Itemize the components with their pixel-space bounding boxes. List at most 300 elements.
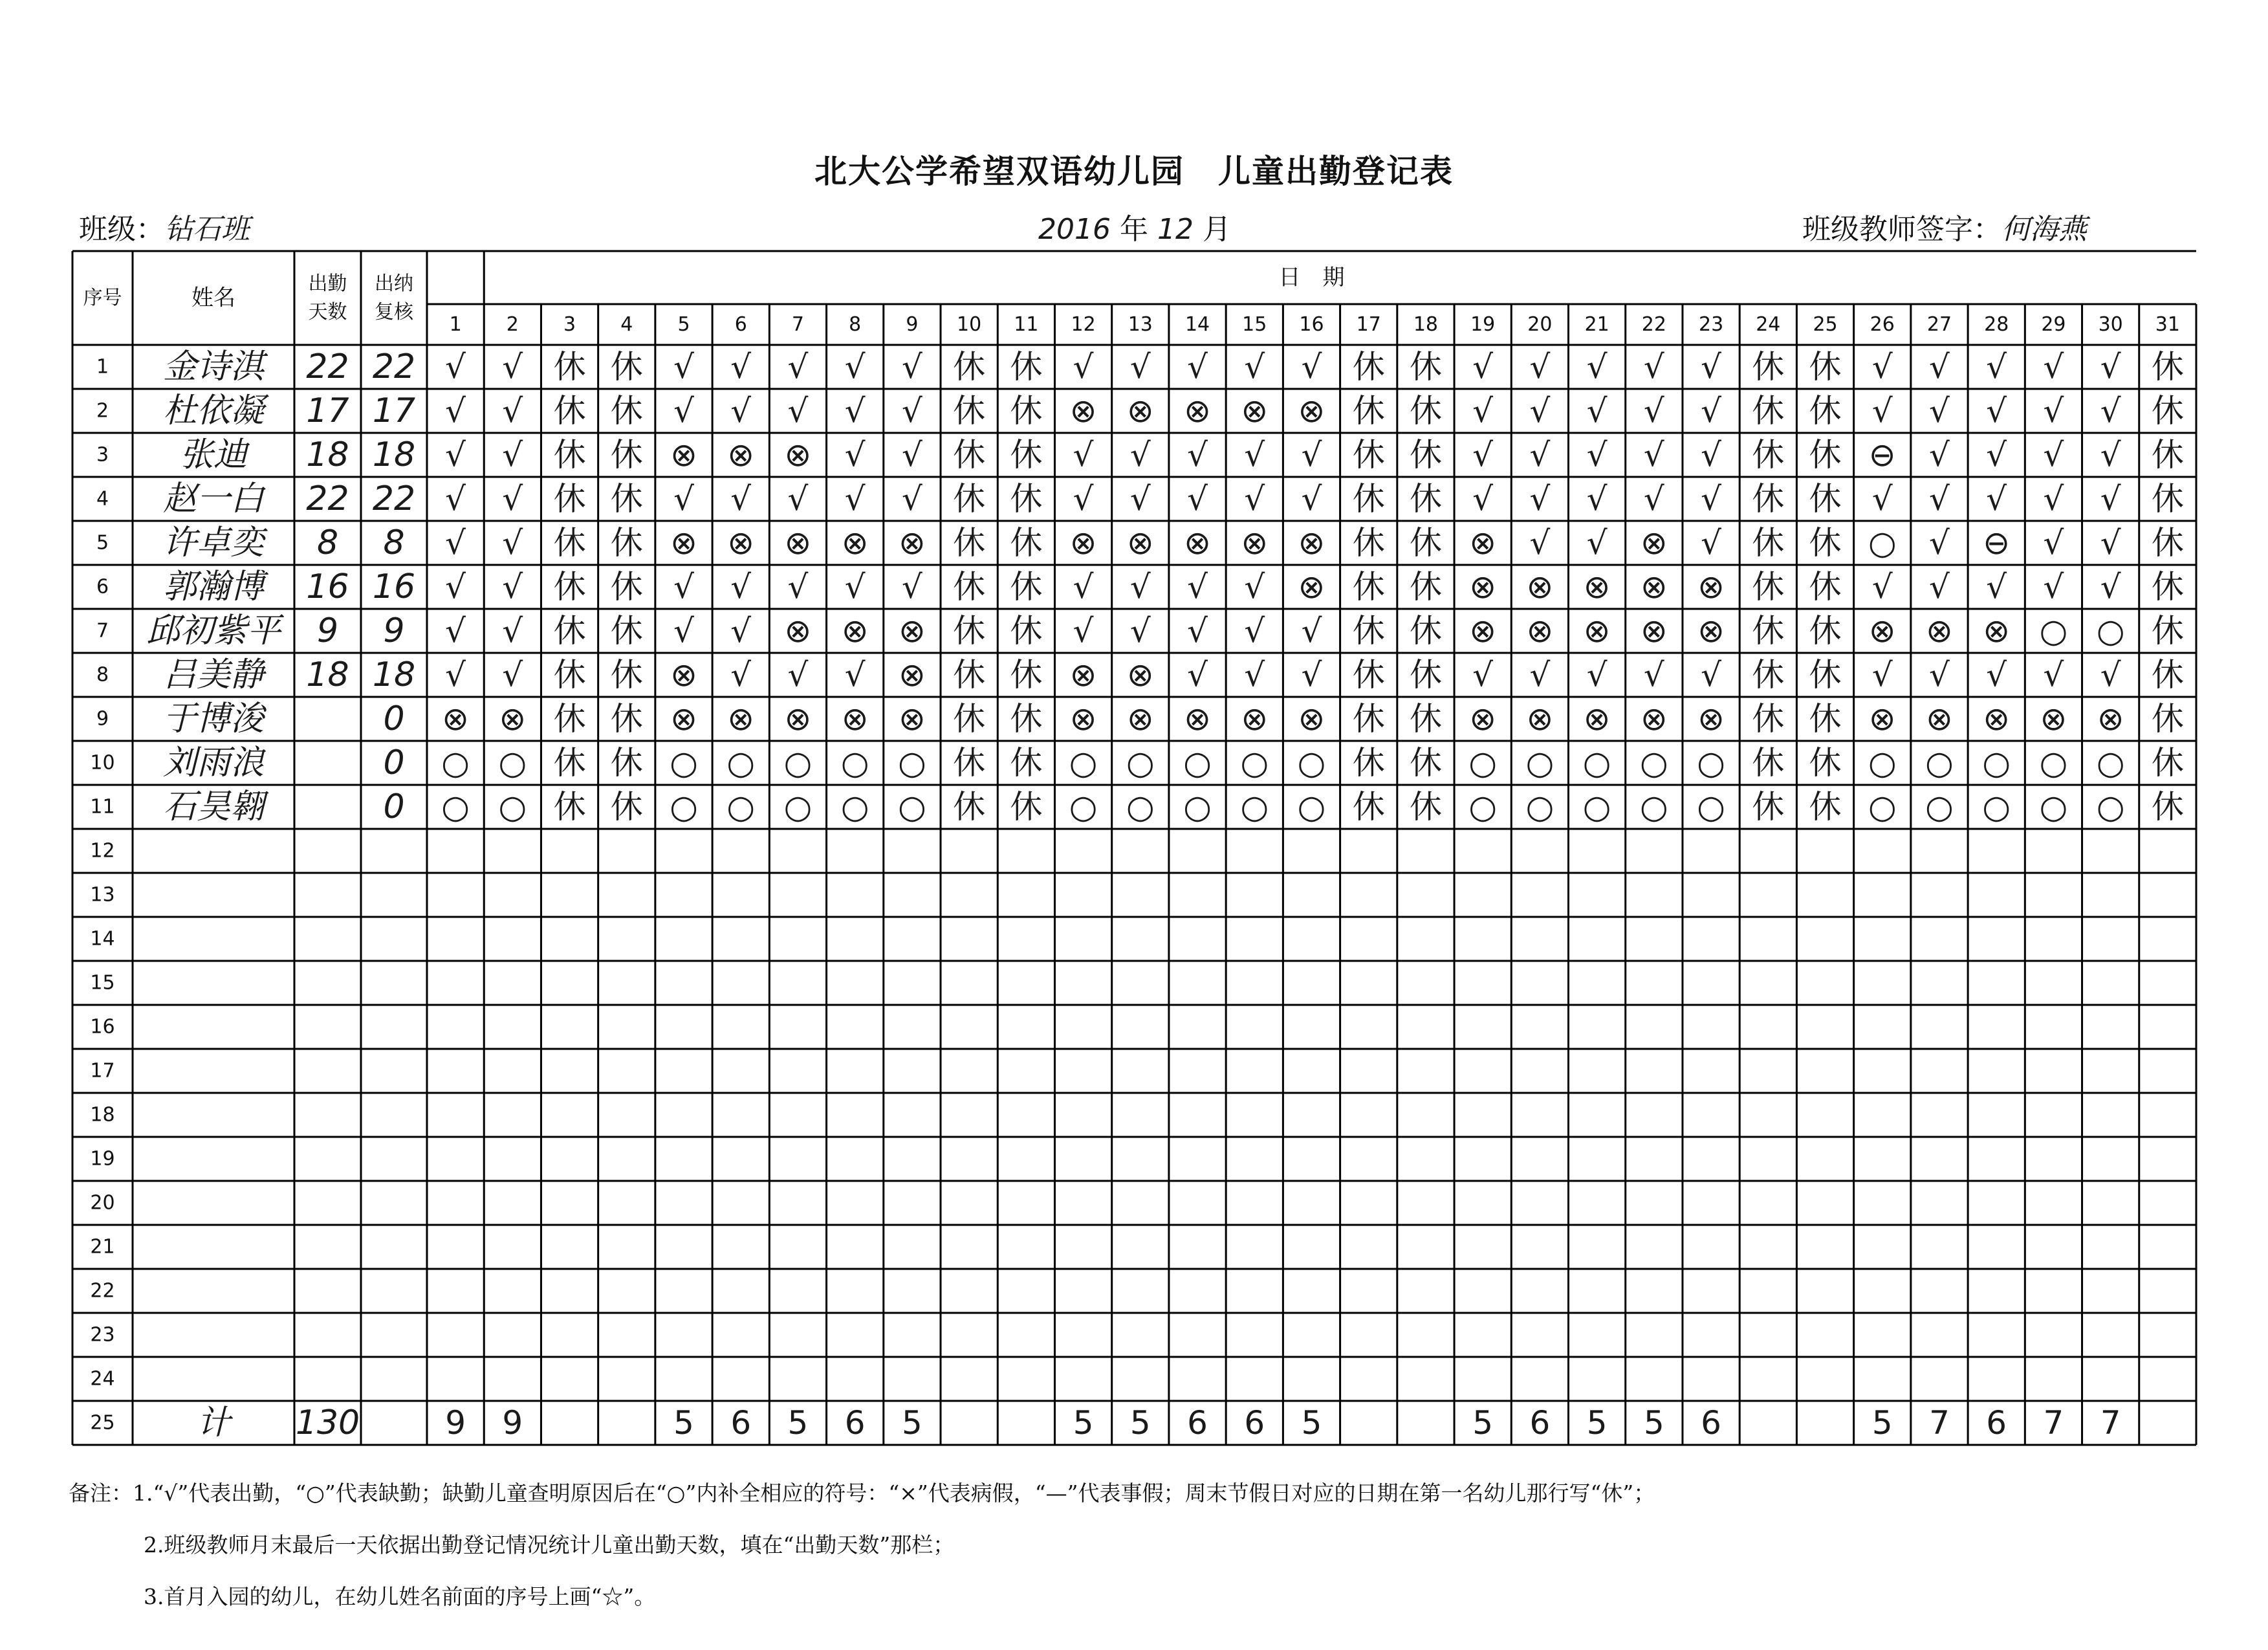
- attendance-mark: 休: [610, 700, 643, 738]
- attendance-mark: ○: [1069, 788, 1098, 826]
- attendance-mark: 休: [1409, 612, 1442, 650]
- attendance-mark: 5: [673, 1404, 694, 1442]
- attendance-mark: √: [673, 348, 694, 386]
- attendance-mark: ⊗: [727, 524, 755, 562]
- attendance-mark: √: [1244, 348, 1265, 386]
- row-seq: 7: [96, 619, 109, 643]
- attendance-mark: 休: [610, 480, 643, 518]
- attendance-days-value: 9: [316, 611, 339, 650]
- attendance-mark: ○: [498, 744, 527, 782]
- attendance-mark: √: [1073, 480, 1094, 518]
- attendance-mark: 休: [1809, 612, 1842, 650]
- seq-header: 序号: [83, 287, 122, 309]
- attendance-mark: ○: [898, 744, 926, 782]
- attendance-mark: 休: [1010, 568, 1043, 606]
- review-value: 17: [372, 391, 416, 430]
- attendance-mark: ⊗: [1697, 700, 1725, 738]
- attendance-mark: √: [1129, 480, 1151, 518]
- attendance-mark: 6: [1701, 1404, 1721, 1442]
- attendance-mark: ⊗: [898, 700, 926, 738]
- row-seq: 6: [96, 575, 109, 599]
- attendance-mark: √: [1529, 524, 1551, 562]
- attendance-mark: √: [1073, 436, 1094, 474]
- attendance-mark: √: [502, 656, 523, 694]
- attendance-mark: ○: [1183, 744, 1212, 782]
- attendance-mark: ○: [2096, 788, 2125, 826]
- child-name: 于博浚: [162, 699, 265, 738]
- attendance-mark: ⊗: [784, 436, 812, 474]
- attendance-mark: ○: [1126, 744, 1155, 782]
- notes-section: [69, 1468, 1655, 1623]
- attendance-mark: 休: [610, 788, 643, 826]
- attendance-mark: ⊗: [499, 700, 527, 738]
- attendance-mark: √: [1871, 568, 1893, 606]
- attendance-mark: √: [1472, 480, 1494, 518]
- attendance-mark: 5: [1129, 1404, 1151, 1442]
- attendance-mark: ⊗: [1697, 612, 1725, 650]
- attendance-mark: ○: [1240, 788, 1269, 826]
- attendance-mark: ⊗: [670, 700, 697, 738]
- attendance-mark: 7: [1929, 1404, 1950, 1442]
- attendance-mark: √: [1701, 436, 1722, 474]
- attendance-mark: 休: [1352, 480, 1385, 518]
- attendance-mark: √: [1472, 436, 1494, 474]
- attendance-mark: 6: [1986, 1404, 2007, 1442]
- day-header: 17: [1356, 313, 1381, 336]
- attendance-mark: ○: [1183, 788, 1212, 826]
- attendance-mark: ⊗: [1640, 568, 1668, 606]
- attendance-mark: 休: [953, 744, 986, 782]
- attendance-days-header-2: 天数: [308, 301, 347, 324]
- attendance-mark: ⊗: [1469, 524, 1497, 562]
- attendance-mark: √: [787, 392, 809, 430]
- attendance-mark: 9: [445, 1404, 466, 1442]
- attendance-mark: ⊗: [1983, 612, 2011, 650]
- attendance-mark: ○: [498, 788, 527, 826]
- attendance-mark: 休: [1809, 392, 1842, 430]
- attendance-mark: ⊗: [1926, 612, 1953, 650]
- row-seq: 3: [96, 443, 109, 467]
- attendance-mark: 5: [1643, 1404, 1664, 1442]
- attendance-mark: 休: [1752, 436, 1785, 474]
- attendance-mark: 休: [1010, 480, 1043, 518]
- attendance-mark: ⊗: [1184, 700, 1212, 738]
- attendance-mark: 休: [1809, 700, 1842, 738]
- attendance-mark: ○: [1868, 744, 1897, 782]
- attendance-mark: 休: [1809, 788, 1842, 826]
- attendance-mark: √: [445, 348, 466, 386]
- attendance-mark: √: [901, 480, 922, 518]
- attendance-mark: 休: [2151, 392, 2184, 430]
- attendance-mark: √: [901, 568, 922, 606]
- attendance-mark: √: [1529, 656, 1551, 694]
- attendance-mark: ⊗: [898, 656, 926, 694]
- review-value: 18: [372, 655, 416, 694]
- day-header: 12: [1071, 313, 1096, 336]
- year-label: 年: [1119, 213, 1148, 246]
- child-name: 吕美静: [162, 655, 265, 694]
- row-seq: 10: [90, 751, 115, 775]
- attendance-mark: 休: [2151, 656, 2184, 694]
- attendance-mark: ○: [441, 744, 470, 782]
- attendance-mark: 休: [1352, 656, 1385, 694]
- attendance-mark: ⊗: [1298, 392, 1325, 430]
- attendance-mark: √: [673, 392, 694, 430]
- attendance-mark: ○: [783, 788, 812, 826]
- attendance-mark: ⊗: [1126, 524, 1154, 562]
- attendance-mark: 休: [953, 788, 986, 826]
- attendance-days-value: 16: [306, 567, 349, 606]
- attendance-mark: √: [445, 568, 466, 606]
- attendance-mark: √: [730, 568, 752, 606]
- row-seq: 5: [96, 531, 109, 555]
- attendance-mark: √: [1929, 568, 1950, 606]
- attendance-mark: ⊗: [784, 700, 812, 738]
- attendance-mark: ○: [1868, 524, 1897, 562]
- attendance-mark: 休: [2151, 568, 2184, 606]
- attendance-mark: 休: [1352, 436, 1385, 474]
- attendance-mark: √: [844, 392, 866, 430]
- day-header: 15: [1242, 313, 1267, 336]
- attendance-mark: √: [2100, 392, 2121, 430]
- attendance-mark: 休: [2151, 700, 2184, 738]
- attendance-mark: √: [1701, 524, 1722, 562]
- attendance-mark: 5: [1472, 1404, 1494, 1442]
- attendance-mark: 休: [1752, 392, 1785, 430]
- attendance-mark: ⊗: [1583, 568, 1611, 606]
- attendance-days-value: 18: [306, 435, 349, 474]
- attendance-mark: 休: [1809, 656, 1842, 694]
- attendance-mark: ⊗: [1469, 568, 1497, 606]
- attendance-mark: √: [1986, 568, 2007, 606]
- day-header: 14: [1184, 313, 1210, 336]
- attendance-mark: √: [1187, 656, 1208, 694]
- cashier-review-header: 出纳: [375, 272, 413, 295]
- attendance-mark: √: [445, 392, 466, 430]
- attendance-mark: ⊗: [841, 612, 869, 650]
- attendance-mark: √: [1301, 348, 1322, 386]
- row-seq: 16: [90, 1015, 115, 1039]
- attendance-mark: √: [1301, 656, 1322, 694]
- child-name: 刘雨浪: [162, 743, 265, 782]
- attendance-mark: 休: [553, 744, 586, 782]
- attendance-mark: √: [1643, 436, 1664, 474]
- attendance-mark: ⊗: [1526, 700, 1554, 738]
- attendance-mark: 休: [1809, 744, 1842, 782]
- attendance-mark: √: [844, 656, 866, 694]
- day-header: 30: [2098, 313, 2123, 336]
- attendance-mark: √: [673, 480, 694, 518]
- day-header: 2: [506, 313, 519, 336]
- child-name: 许卓奕: [162, 523, 265, 562]
- attendance-mark: √: [1301, 480, 1322, 518]
- attendance-mark: 休: [2151, 788, 2184, 826]
- attendance-mark: ⊗: [727, 700, 755, 738]
- attendance-mark: √: [502, 436, 523, 474]
- attendance-mark: √: [1986, 436, 2007, 474]
- attendance-mark: 9: [502, 1404, 523, 1442]
- attendance-mark: 休: [610, 568, 643, 606]
- attendance-mark: ○: [1868, 788, 1897, 826]
- attendance-mark: ⊗: [898, 612, 926, 650]
- day-header: 24: [1756, 313, 1781, 336]
- row-seq: 21: [90, 1235, 115, 1259]
- attendance-mark: √: [1929, 436, 1950, 474]
- attendance-mark: ⊗: [2097, 700, 2124, 738]
- attendance-mark: √: [1586, 392, 1608, 430]
- day-header: 29: [2041, 313, 2066, 336]
- attendance-mark: √: [787, 656, 809, 694]
- attendance-mark: √: [1472, 392, 1494, 430]
- attendance-mark: 休: [610, 436, 643, 474]
- attendance-mark: ⊗: [1069, 700, 1097, 738]
- attendance-mark: 休: [1752, 568, 1785, 606]
- attendance-mark: 休: [610, 348, 643, 386]
- attendance-mark: ○: [2096, 612, 2125, 650]
- attendance-mark: ○: [840, 744, 869, 782]
- attendance-mark: ⊗: [1983, 700, 2011, 738]
- attendance-mark: ⊗: [1583, 612, 1611, 650]
- attendance-mark: √: [1643, 392, 1664, 430]
- review-value: 0: [383, 743, 405, 782]
- attendance-mark: ○: [1982, 744, 2011, 782]
- attendance-mark: √: [1986, 656, 2007, 694]
- attendance-mark: 7: [2100, 1404, 2121, 1442]
- attendance-mark: √: [1187, 612, 1208, 650]
- attendance-mark: 6: [1244, 1404, 1265, 1442]
- attendance-mark: 休: [1752, 700, 1785, 738]
- attendance-mark: ○: [840, 788, 869, 826]
- day-header: 3: [563, 313, 576, 336]
- attendance-mark: √: [1529, 348, 1551, 386]
- attendance-mark: √: [2043, 480, 2064, 518]
- attendance-mark: √: [1701, 392, 1722, 430]
- row-seq: 12: [90, 839, 115, 863]
- attendance-mark: 休: [1352, 700, 1385, 738]
- attendance-mark: √: [1586, 348, 1608, 386]
- attendance-mark: 休: [1352, 744, 1385, 782]
- row-seq: 25: [90, 1411, 115, 1435]
- attendance-mark: 6: [1187, 1404, 1208, 1442]
- attendance-mark: ○: [1468, 788, 1497, 826]
- attendance-mark: ○: [441, 788, 470, 826]
- day-header: 8: [849, 313, 862, 336]
- day-header: 25: [1813, 313, 1838, 336]
- row-seq: 17: [90, 1059, 115, 1083]
- attendance-mark: ⊖: [1983, 524, 2011, 562]
- attendance-mark: 5: [1871, 1404, 1893, 1442]
- attendance-mark: ⊗: [442, 700, 470, 738]
- attendance-mark: √: [502, 524, 523, 562]
- attendance-mark: ⊗: [1469, 700, 1497, 738]
- row-seq: 8: [96, 663, 109, 687]
- year-value: 2016: [1038, 213, 1111, 246]
- attendance-mark: ○: [1697, 788, 1725, 826]
- attendance-mark: ○: [1525, 788, 1554, 826]
- attendance-mark: √: [787, 568, 809, 606]
- attendance-days-value: 22: [306, 479, 349, 518]
- row-seq: 14: [90, 927, 115, 951]
- attendance-mark: √: [1643, 348, 1664, 386]
- attendance-mark: √: [445, 612, 466, 650]
- attendance-mark: √: [673, 568, 694, 606]
- attendance-mark: √: [1129, 568, 1151, 606]
- row-seq: 11: [90, 795, 115, 819]
- month-value: 12: [1157, 213, 1194, 246]
- day-header: 11: [1014, 313, 1039, 336]
- attendance-mark: ⊗: [1298, 700, 1325, 738]
- name-header: 姓名: [191, 285, 235, 311]
- attendance-mark: √: [2100, 480, 2121, 518]
- attendance-mark: √: [844, 568, 866, 606]
- attendance-mark: 休: [610, 656, 643, 694]
- attendance-mark: ⊗: [1298, 568, 1325, 606]
- attendance-mark: √: [1986, 348, 2007, 386]
- review-value: 16: [372, 567, 416, 606]
- attendance-mark: 休: [953, 656, 986, 694]
- attendance-mark: √: [2043, 348, 2064, 386]
- attendance-mark: 休: [1809, 436, 1842, 474]
- day-header: 16: [1299, 313, 1324, 336]
- row-seq: 13: [90, 883, 115, 907]
- month-label: 月: [1202, 213, 1231, 246]
- attendance-mark: ⊗: [1126, 700, 1154, 738]
- attendance-mark: 休: [553, 348, 586, 386]
- attendance-mark: 休: [1352, 348, 1385, 386]
- document-title: 北大公学希望双语幼儿园 儿童出勤登记表: [814, 153, 1454, 190]
- attendance-mark: √: [1586, 436, 1608, 474]
- attendance-mark: √: [1244, 656, 1265, 694]
- row-seq: 15: [90, 971, 115, 995]
- attendance-mark: ○: [783, 744, 812, 782]
- attendance-mark: 休: [1352, 392, 1385, 430]
- attendance-mark: ○: [1582, 744, 1611, 782]
- row-seq: 20: [90, 1191, 115, 1215]
- attendance-mark: ⊗: [1241, 700, 1269, 738]
- attendance-mark: ⊗: [1241, 524, 1269, 562]
- attendance-mark: 休: [1752, 788, 1785, 826]
- attendance-mark: 休: [2151, 480, 2184, 518]
- child-name: 计: [196, 1403, 231, 1442]
- attendance-mark: 休: [1010, 700, 1043, 738]
- attendance-mark: √: [502, 612, 523, 650]
- attendance-mark: √: [445, 480, 466, 518]
- day-header: 22: [1641, 313, 1666, 336]
- child-name: 赵一白: [162, 479, 265, 518]
- attendance-mark: √: [1929, 656, 1950, 694]
- attendance-mark: 休: [553, 700, 586, 738]
- attendance-mark: ○: [1640, 744, 1668, 782]
- attendance-mark: ⊗: [670, 524, 697, 562]
- cashier-review-header-2: 复核: [375, 301, 413, 324]
- attendance-mark: ○: [1525, 744, 1554, 782]
- attendance-mark: 休: [2151, 436, 2184, 474]
- attendance-mark: 休: [1010, 348, 1043, 386]
- note-line-3: 3.首月入园的幼儿，在幼儿姓名前面的序号上画“☆”。: [144, 1584, 656, 1609]
- attendance-mark: √: [844, 436, 866, 474]
- attendance-mark: √: [1187, 480, 1208, 518]
- attendance-mark: 休: [2151, 612, 2184, 650]
- day-header: 20: [1527, 313, 1553, 336]
- attendance-mark: 7: [2043, 1404, 2064, 1442]
- attendance-mark: ○: [2039, 744, 2068, 782]
- review-value: 0: [383, 699, 405, 738]
- attendance-mark: ⊗: [1126, 656, 1154, 694]
- attendance-mark: √: [2100, 524, 2121, 562]
- attendance-mark: ⊗: [1184, 524, 1212, 562]
- attendance-mark: 休: [610, 392, 643, 430]
- date-header: 日 期: [1278, 265, 1345, 291]
- attendance-mark: √: [1929, 392, 1950, 430]
- attendance-mark: √: [445, 656, 466, 694]
- attendance-mark: 休: [610, 612, 643, 650]
- attendance-mark: √: [2100, 348, 2121, 386]
- attendance-mark: √: [1871, 656, 1893, 694]
- attendance-mark: √: [1701, 480, 1722, 518]
- attendance-mark: √: [1586, 480, 1608, 518]
- attendance-mark: √: [1244, 612, 1265, 650]
- child-name: 杜依凝: [162, 391, 265, 430]
- attendance-mark: √: [1929, 348, 1950, 386]
- attendance-mark: ⊗: [1640, 612, 1668, 650]
- attendance-mark: √: [1643, 480, 1664, 518]
- attendance-mark: 休: [1409, 480, 1442, 518]
- child-name: 金诗淇: [162, 347, 265, 386]
- teacher-signature: 何海燕: [2001, 213, 2087, 246]
- day-header: 18: [1413, 313, 1439, 336]
- attendance-mark: √: [2043, 392, 2064, 430]
- attendance-mark: 休: [2151, 744, 2184, 782]
- attendance-mark: 休: [1352, 612, 1385, 650]
- row-seq: 4: [96, 487, 109, 511]
- day-header: 4: [620, 313, 633, 336]
- attendance-mark: 6: [844, 1404, 866, 1442]
- attendance-mark: √: [1129, 348, 1151, 386]
- attendance-mark: √: [1871, 392, 1893, 430]
- review-value: 18: [372, 435, 416, 474]
- attendance-mark: ⊗: [1126, 392, 1154, 430]
- attendance-mark: 休: [953, 480, 986, 518]
- attendance-mark: √: [2100, 436, 2121, 474]
- row-seq: 18: [90, 1103, 115, 1127]
- attendance-mark: ⊗: [898, 524, 926, 562]
- attendance-mark: ⊗: [1069, 392, 1097, 430]
- attendance-mark: 休: [953, 392, 986, 430]
- review-value: 22: [372, 479, 416, 518]
- attendance-mark: 休: [953, 348, 986, 386]
- attendance-mark: ○: [726, 744, 756, 782]
- attendance-mark: √: [901, 348, 922, 386]
- attendance-mark: √: [1187, 568, 1208, 606]
- row-seq: 23: [90, 1323, 115, 1347]
- attendance-mark: √: [502, 348, 523, 386]
- day-header: 23: [1698, 313, 1724, 336]
- attendance-mark: 休: [1409, 436, 1442, 474]
- attendance-mark: 休: [1010, 436, 1043, 474]
- attendance-mark: 休: [1352, 568, 1385, 606]
- day-header: 21: [1584, 313, 1609, 336]
- attendance-mark: 休: [553, 656, 586, 694]
- attendance-mark: √: [1244, 568, 1265, 606]
- attendance-mark: 休: [1352, 524, 1385, 562]
- attendance-mark: √: [1701, 348, 1722, 386]
- attendance-mark: √: [1529, 436, 1551, 474]
- attendance-mark: ⊗: [784, 612, 812, 650]
- attendance-mark: √: [2100, 656, 2121, 694]
- attendance-mark: 休: [1752, 612, 1785, 650]
- attendance-mark: 休: [1010, 744, 1043, 782]
- attendance-mark: 休: [610, 524, 643, 562]
